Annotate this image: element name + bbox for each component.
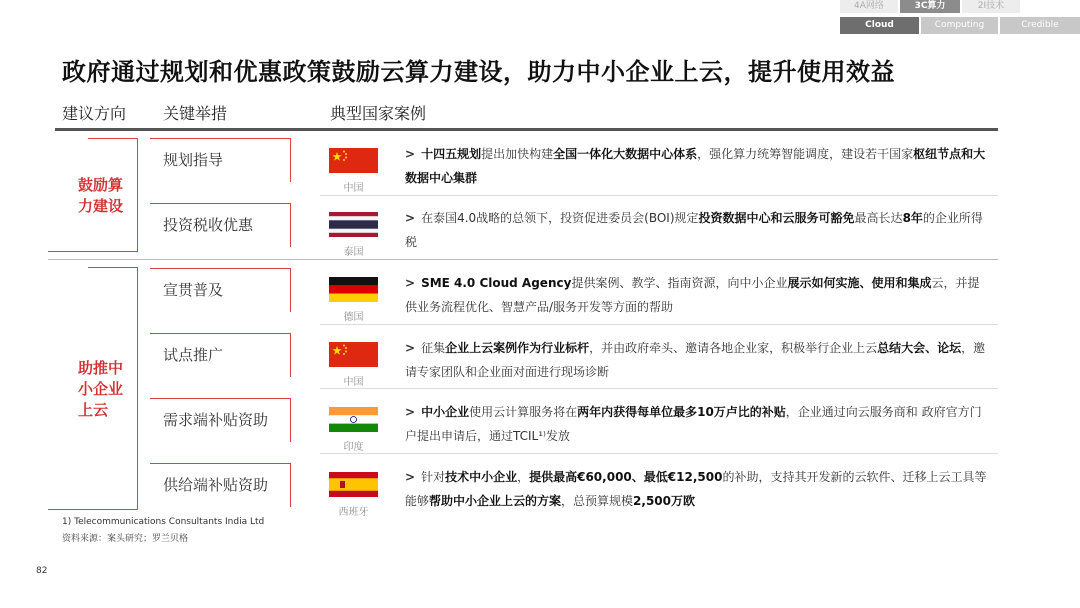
case-text-segment: 企业上云案例作为行业标杆 — [445, 341, 590, 355]
case-text-segment: 使用云计算服务将在 — [469, 405, 578, 419]
germany-flag-icon — [329, 277, 378, 302]
header-rule — [55, 128, 998, 131]
source-note: 资料来源：案头研究；罗兰贝格 — [62, 534, 189, 544]
nav-tab-3c[interactable]: 3C算力 — [900, 0, 960, 13]
case-text — [405, 400, 990, 448]
country-name: 中国 — [343, 377, 364, 388]
case-text-segment: ，并由政府牵头、邀请各地企业家，积极举行企业上云 — [589, 341, 878, 355]
case-text-segment: 技术中小企业 — [445, 470, 518, 484]
case-text-segment: ，邀请专家团队和企业面对面进行现场诊断 — [405, 341, 986, 379]
measure-label-planning: 规划指导 — [163, 151, 224, 169]
case-text-segment: 枢纽节点和大数据中心集群 — [405, 147, 986, 185]
case-text — [405, 336, 990, 384]
bullet-arrow-icon: > — [405, 341, 416, 355]
case-text-segment: 的企业所得税 — [405, 211, 983, 249]
country-name: 西班牙 — [338, 507, 369, 518]
country-name: 泰国 — [343, 247, 364, 258]
bullet-arrow-icon: > — [405, 470, 416, 484]
case-text — [405, 142, 990, 190]
case-text-segment: 十四五规划 — [421, 147, 482, 161]
case-text-segment: 投资数据中心和云服务可豁免 — [698, 211, 855, 225]
case-text-segment: ，总预算规模 — [561, 494, 634, 508]
nav-tab-2i[interactable]: 2I技术 — [962, 0, 1020, 13]
case-text-segment: 8年 — [902, 211, 923, 225]
case-text-segment: ，强化算力统筹智能调度，建设若干国家 — [697, 147, 914, 161]
case-text-segment: SME 4.0 Cloud Agency — [421, 276, 572, 290]
country-name: 德国 — [343, 312, 364, 323]
case-text — [405, 206, 990, 254]
measure-label-promotion: 宣贯普及 — [163, 281, 224, 299]
case-text-segment: 中小企业 — [421, 405, 470, 419]
group-label-1: 鼓励算力建设 — [78, 176, 124, 215]
case-text-segment: 提供最高€60,000、最低€12,500 — [529, 470, 723, 484]
thailand-flag-icon — [329, 212, 378, 237]
case-text-segment: ，企业通过向云服务商和 政府官方门户提出申请后，通过TCIL¹⁾发放 — [405, 405, 982, 443]
case-text-segment: 征集 — [421, 341, 446, 355]
nav-tab-credible[interactable]: Credible — [1000, 17, 1080, 34]
country-name: 印度 — [343, 442, 364, 453]
china-flag-icon — [329, 342, 378, 367]
row-divider — [320, 195, 998, 196]
case-text-segment: 提出加快构建 — [481, 147, 554, 161]
row-divider — [320, 324, 998, 325]
case-text-segment: 在泰国4.0战略的总领下，投资促进委员会(BOI)规定 — [421, 211, 699, 225]
header-measure: 关键举措 — [163, 104, 228, 123]
group-divider — [48, 259, 998, 260]
row-divider — [320, 453, 998, 454]
china-flag-icon — [329, 148, 378, 173]
case-text-segment: 帮助中小企业上云的方案 — [429, 494, 562, 508]
header-case: 典型国家案例 — [330, 104, 427, 123]
measure-label-pilot: 试点推广 — [163, 346, 224, 364]
india-flag-icon — [329, 407, 378, 432]
case-text-segment: 全国一体化大数据中心体系 — [553, 147, 698, 161]
footnote: 1) Telecommunications Consultants India Ltd — [62, 517, 265, 527]
header-direction: 建议方向 — [62, 104, 127, 123]
group-label-2: 助推中小企业上云 — [78, 359, 124, 419]
case-text-segment: 两年内获得每单位最多10万卢比的补贴 — [577, 405, 786, 419]
group-bracket-fade-2 — [48, 267, 88, 268]
case-text-segment: 的补助，支持其开发新的云软件、迁移上云工具等能够 — [405, 470, 987, 508]
section-nav — [840, 0, 1080, 34]
case-text-segment: 展示如何实施、使用和集成 — [787, 276, 932, 290]
case-text-segment: 最高长达 — [854, 211, 903, 225]
row-divider — [320, 388, 998, 389]
nav-tab-4a[interactable]: 4A网络 — [840, 0, 898, 13]
case-text-segment: 2,500万欧 — [633, 494, 696, 508]
bullet-arrow-icon: > — [405, 276, 416, 290]
measure-label-demand-subsidy: 需求端补贴资助 — [163, 411, 269, 429]
spain-flag-icon — [329, 472, 378, 497]
page-title: 政府通过规划和优惠政策鼓励云算力建设，助力中小企业上云，提升使用效益 — [62, 58, 895, 86]
page-number: 82 — [36, 566, 48, 576]
measure-label-tax: 投资税收优惠 — [163, 216, 254, 234]
group-bracket-fade-1 — [48, 138, 88, 139]
case-text-segment: 云，并提供业务流程优化、智慧产品/服务开发等方面的帮助 — [405, 276, 980, 314]
measure-label-supply-subsidy: 供给端补贴资助 — [163, 476, 269, 494]
case-text — [405, 271, 990, 319]
case-text-segment: 针对 — [421, 470, 446, 484]
nav-tab-computing[interactable]: Computing — [921, 17, 998, 34]
case-text-segment: ， — [517, 470, 530, 484]
case-text-segment: 提供案例、教学、指南资源，向中小企业 — [571, 276, 788, 290]
nav-tab-cloud[interactable]: Cloud — [840, 17, 919, 34]
bullet-arrow-icon: > — [405, 405, 416, 419]
case-text — [405, 465, 990, 513]
bullet-arrow-icon: > — [405, 211, 416, 225]
country-name: 中国 — [343, 183, 364, 194]
bullet-arrow-icon: > — [405, 147, 416, 161]
case-text-segment: 总结大会、论坛 — [877, 341, 962, 355]
